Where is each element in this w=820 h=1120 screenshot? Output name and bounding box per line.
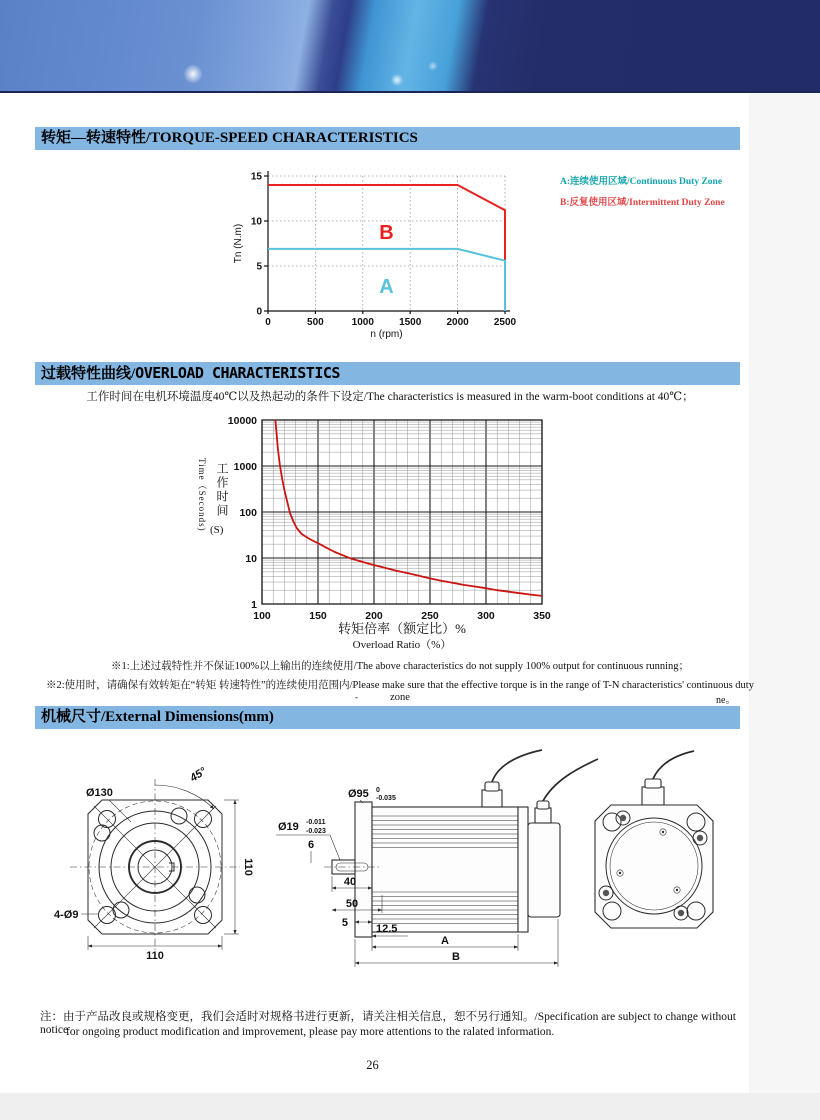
svg-text:0: 0 bbox=[265, 317, 271, 328]
header-banner bbox=[0, 0, 820, 93]
svg-text:1000: 1000 bbox=[233, 461, 257, 473]
overload-y-axis-unit: (S) bbox=[210, 524, 224, 536]
dim-shaft-lower-tol: -0.023 bbox=[306, 828, 326, 835]
dimension-drawings bbox=[30, 745, 770, 1000]
page-number: 26 bbox=[366, 1058, 379, 1072]
drawing-front-view bbox=[54, 765, 254, 962]
dim-flange-angle: 45° bbox=[188, 765, 209, 785]
dim-pilot-upper-tol: 0 bbox=[376, 787, 380, 794]
dim-mount-holes: 4-Ø9 bbox=[54, 909, 79, 921]
torque-speed-chart bbox=[230, 165, 520, 340]
svg-text:A: A bbox=[379, 275, 394, 298]
svg-text:100: 100 bbox=[253, 610, 271, 622]
svg-text:0: 0 bbox=[256, 306, 262, 318]
overload-x-axis-label-cn: 转矩倍率（额定比）% bbox=[338, 621, 466, 636]
svg-text:1: 1 bbox=[251, 599, 257, 611]
overload-x-axis-label-en: Overload Ratio（%） bbox=[352, 639, 452, 651]
dim-40: 40 bbox=[343, 876, 357, 888]
dim-12-5: 12.5 bbox=[376, 923, 398, 935]
dim-flange-height: 110 bbox=[242, 858, 254, 876]
dim-5: 5 bbox=[341, 917, 348, 929]
overload-note-1: ※1:上述过载特性并不保证100%以上输出的连续使用/The above characteristics do not supply 100% output for continuous running； bbox=[110, 661, 689, 672]
section-title-overload-en: OVERLOAD CHARACTERISTICS bbox=[135, 364, 340, 382]
dim-total-length-B: B bbox=[452, 951, 460, 963]
svg-text:B: B bbox=[379, 221, 394, 244]
svg-text:Tn (N.m): Tn (N.m) bbox=[233, 223, 244, 264]
dim-pilot-diameter: Ø95 bbox=[348, 788, 369, 800]
svg-text:10: 10 bbox=[245, 553, 257, 565]
footer-note-line2: for ongoing product modification and improvement, please pay more attentions to the ralated information. bbox=[66, 1026, 555, 1038]
section-title-dimensions bbox=[35, 706, 740, 729]
svg-text:500: 500 bbox=[307, 317, 324, 328]
dim-pilot-lower-tol: -0.035 bbox=[376, 795, 396, 802]
svg-text:300: 300 bbox=[477, 610, 495, 622]
dim-bolt-circle: Ø130 bbox=[86, 787, 113, 799]
stray-mark: - bbox=[355, 692, 358, 702]
overload-note-2-wrap: ne。 bbox=[716, 695, 736, 706]
dim-key-width: 6 bbox=[307, 839, 315, 851]
duty-zone-legend bbox=[560, 176, 750, 218]
drawing-rear-view bbox=[595, 751, 713, 928]
dim-shaft-diameter: Ø19 bbox=[278, 821, 299, 833]
dim-body-length-A: A bbox=[441, 935, 449, 947]
page-margin-bottom bbox=[0, 1093, 820, 1120]
overload-y-axis-label-en: Time（Seconds) bbox=[197, 458, 207, 532]
section-title-overload-cn: 过载特性曲线/ bbox=[41, 366, 136, 382]
legend-intermittent-duty: B:反复使用区域/Intermittent Duty Zone bbox=[560, 198, 725, 208]
svg-text:10000: 10000 bbox=[227, 415, 257, 427]
svg-text:2500: 2500 bbox=[493, 317, 517, 328]
svg-text:10: 10 bbox=[250, 216, 262, 228]
svg-text:5: 5 bbox=[256, 261, 262, 273]
section-title-overload bbox=[35, 362, 740, 385]
overload-y-axis-label-cn: 工作时间 bbox=[215, 462, 229, 518]
section-title-torque-speed bbox=[35, 127, 740, 150]
drawing-side-view bbox=[276, 750, 598, 967]
dim-flange-width: 110 bbox=[146, 950, 164, 962]
svg-text:250: 250 bbox=[421, 610, 439, 622]
svg-text:1500: 1500 bbox=[399, 317, 422, 328]
legend-continuous-duty: A:连续使用区域/Continuous Duty Zone bbox=[560, 177, 723, 187]
footer-note-line1: 注：由于产品改良或规格变更，我们会适时对规格书进行更新，请关注相关信息，恕不另行通知。/Specification are subject to change without notice bbox=[40, 1011, 736, 1036]
section-title-torque-speed-label: 转矩—转速特性/TORQUE-SPEED CHARACTERISTICS bbox=[41, 130, 418, 146]
svg-text:1000: 1000 bbox=[351, 317, 374, 328]
svg-text:2000: 2000 bbox=[446, 317, 469, 328]
dim-50: 50 bbox=[345, 898, 359, 910]
svg-text:150: 150 bbox=[309, 610, 327, 622]
svg-text:100: 100 bbox=[239, 507, 257, 519]
svg-text:200: 200 bbox=[365, 610, 383, 622]
svg-text:n (rpm): n (rpm) bbox=[370, 329, 403, 340]
dim-shaft-upper-tol: -0.011 bbox=[306, 819, 326, 826]
svg-text:350: 350 bbox=[533, 610, 551, 622]
section-title-dimensions-label: 机械尺寸/External Dimensions(mm) bbox=[41, 709, 274, 725]
svg-text:15: 15 bbox=[250, 171, 262, 183]
overload-note-2: ※2:使用时，请确保有效转矩在“转矩 转速特性”的连续使用范围内/Please make sure that the effective torque is in the range of T-N characteristics' continuous duty zone bbox=[46, 680, 754, 703]
overload-conditions-note: 工作时间在电机环境温度40℃以及热起动的条件下设定/The characteristics is measured in the warm-boot conditions at 40℃； bbox=[86, 391, 694, 403]
